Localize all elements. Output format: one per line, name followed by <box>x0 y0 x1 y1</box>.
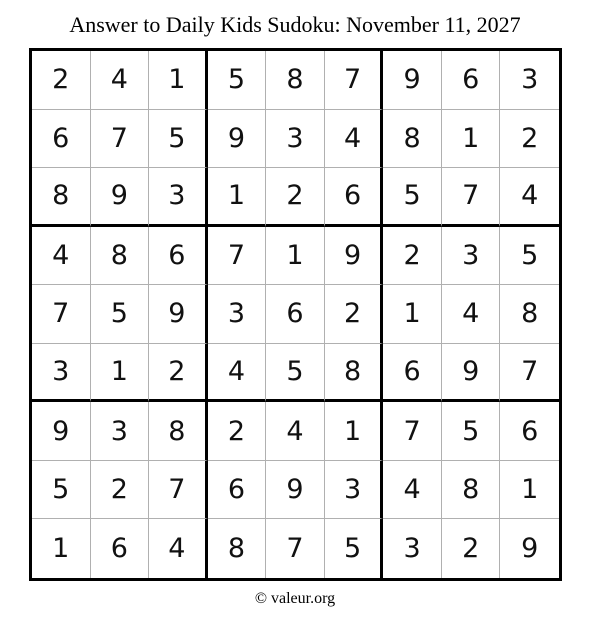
sudoku-cell-r5-c6: 2 <box>325 285 384 344</box>
sudoku-cell-r8-c2: 2 <box>91 461 150 520</box>
sudoku-cell-r4-c8: 3 <box>442 227 501 286</box>
sudoku-cell-r8-c3: 7 <box>149 461 208 520</box>
sudoku-cell-r2-c7: 8 <box>383 110 442 169</box>
sudoku-cell-r8-c9: 1 <box>500 461 559 520</box>
sudoku-cell-r5-c4: 3 <box>208 285 267 344</box>
sudoku-cell-r5-c2: 5 <box>91 285 150 344</box>
sudoku-cell-r6-c4: 4 <box>208 344 267 403</box>
sudoku-cell-r1-c6: 7 <box>325 51 384 110</box>
sudoku-cell-r9-c6: 5 <box>325 519 384 578</box>
sudoku-cell-r1-c9: 3 <box>500 51 559 110</box>
sudoku-cell-r4-c6: 9 <box>325 227 384 286</box>
sudoku-cell-r6-c5: 5 <box>266 344 325 403</box>
sudoku-cell-r5-c7: 1 <box>383 285 442 344</box>
sudoku-cell-r1-c3: 1 <box>149 51 208 110</box>
sudoku-cell-r1-c1: 2 <box>32 51 91 110</box>
sudoku-cell-r2-c9: 2 <box>500 110 559 169</box>
sudoku-cell-r3-c3: 3 <box>149 168 208 227</box>
sudoku-cell-r3-c7: 5 <box>383 168 442 227</box>
sudoku-cell-r5-c5: 6 <box>266 285 325 344</box>
sudoku-cell-r4-c4: 7 <box>208 227 267 286</box>
sudoku-cell-r8-c7: 4 <box>383 461 442 520</box>
sudoku-cell-r7-c1: 9 <box>32 402 91 461</box>
sudoku-cell-r2-c8: 1 <box>442 110 501 169</box>
sudoku-cell-r5-c3: 9 <box>149 285 208 344</box>
sudoku-cell-r6-c1: 3 <box>32 344 91 403</box>
sudoku-cell-r9-c3: 4 <box>149 519 208 578</box>
sudoku-cell-r6-c3: 2 <box>149 344 208 403</box>
sudoku-cell-r2-c2: 7 <box>91 110 150 169</box>
sudoku-cell-r7-c2: 3 <box>91 402 150 461</box>
sudoku-cell-r9-c2: 6 <box>91 519 150 578</box>
sudoku-cell-r3-c4: 1 <box>208 168 267 227</box>
copyright-footer: © valeur.org <box>254 590 336 607</box>
sudoku-cell-r4-c2: 8 <box>91 227 150 286</box>
sudoku-cell-r3-c5: 2 <box>266 168 325 227</box>
sudoku-cell-r9-c4: 8 <box>208 519 267 578</box>
sudoku-cell-r7-c7: 7 <box>383 402 442 461</box>
sudoku-cell-r1-c2: 4 <box>91 51 150 110</box>
sudoku-cell-r1-c4: 5 <box>208 51 267 110</box>
sudoku-cell-r3-c6: 6 <box>325 168 384 227</box>
sudoku-cell-r7-c9: 6 <box>500 402 559 461</box>
sudoku-cell-r1-c5: 8 <box>266 51 325 110</box>
sudoku-cell-r9-c5: 7 <box>266 519 325 578</box>
sudoku-cell-r2-c4: 9 <box>208 110 267 169</box>
sudoku-cell-r7-c8: 5 <box>442 402 501 461</box>
sudoku-cell-r9-c1: 1 <box>32 519 91 578</box>
sudoku-cell-r6-c9: 7 <box>500 344 559 403</box>
sudoku-cell-r9-c9: 9 <box>521 533 539 565</box>
sudoku-cell-r2-c5: 3 <box>266 110 325 169</box>
sudoku-cell-r2-c6: 4 <box>325 110 384 169</box>
sudoku-cell-r8-c6: 3 <box>325 461 384 520</box>
sudoku-cell-r5-c9: 8 <box>500 285 559 344</box>
sudoku-board <box>29 48 562 581</box>
sudoku-cell-r6-c7: 6 <box>383 344 442 403</box>
sudoku-cell-r4-c9: 5 <box>500 227 559 286</box>
sudoku-cell-r1-c8: 6 <box>442 51 501 110</box>
sudoku-cell-r3-c9: 4 <box>500 168 559 227</box>
sudoku-cell-r3-c8: 7 <box>442 168 501 227</box>
sudoku-cell-r9-c7: 3 <box>383 519 442 578</box>
sudoku-cell-r7-c5: 4 <box>266 402 325 461</box>
sudoku-cell-r6-c8: 9 <box>442 344 501 403</box>
sudoku-cell-r8-c8: 8 <box>442 461 501 520</box>
sudoku-cell-r5-c8: 4 <box>442 285 501 344</box>
sudoku-cell-r8-c1: 5 <box>32 461 91 520</box>
sudoku-cell-r8-c5: 9 <box>266 461 325 520</box>
sudoku-cell-r2-c1: 6 <box>32 110 91 169</box>
sudoku-cell-r6-c6: 8 <box>325 344 384 403</box>
sudoku-cell-r3-c2: 9 <box>91 168 150 227</box>
sudoku-cell-r9-c8: 2 <box>442 519 501 578</box>
sudoku-cell-r3-c1: 8 <box>32 168 91 227</box>
sudoku-cell-r7-c4: 2 <box>208 402 267 461</box>
sudoku-cell-r8-c4: 6 <box>208 461 267 520</box>
sudoku-cell-r6-c2: 1 <box>91 344 150 403</box>
sudoku-cell-r7-c6: 1 <box>325 402 384 461</box>
sudoku-cell-r5-c1: 7 <box>32 285 91 344</box>
sudoku-cell-r1-c7: 9 <box>383 51 442 110</box>
sudoku-cell-r2-c3: 5 <box>149 110 208 169</box>
sudoku-cell-r4-c3: 6 <box>149 227 208 286</box>
sudoku-cell-r4-c7: 2 <box>383 227 442 286</box>
sudoku-cell-r4-c1: 4 <box>32 227 91 286</box>
sudoku-cell-r7-c3: 8 <box>149 402 208 461</box>
page-title: Answer to Daily Kids Sudoku: November 11, 2027 <box>69 12 521 37</box>
sudoku-cell-r4-c5: 1 <box>266 227 325 286</box>
